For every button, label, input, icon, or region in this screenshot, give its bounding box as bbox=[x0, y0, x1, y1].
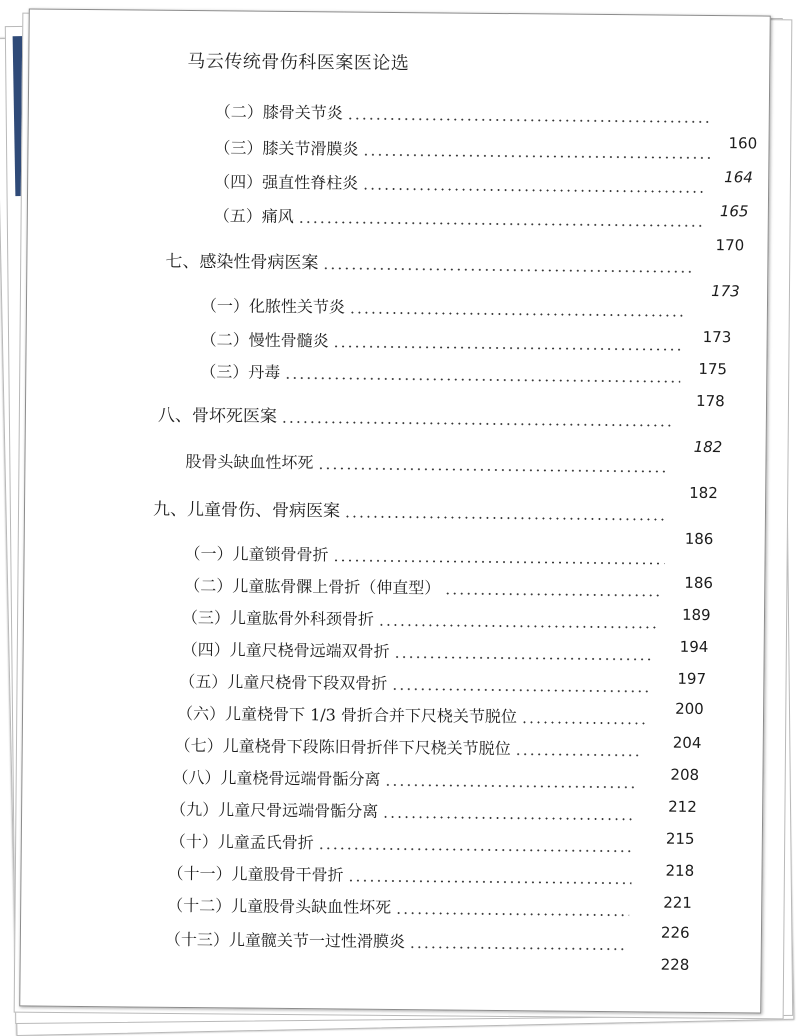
toc-entry-title: （十三）儿童髋关节一过性滑膜炎 bbox=[164, 929, 405, 952]
running-header: 马云传统骨伤科医案医论选 bbox=[187, 50, 410, 75]
toc-entry-child-supracondylar[interactable] bbox=[184, 573, 664, 601]
toc-entry-page: 160 bbox=[728, 134, 758, 153]
toc-entry-title: （二）膝骨关节炎 bbox=[214, 102, 343, 123]
leader-dots bbox=[378, 624, 656, 629]
toc-entry-title: 股骨头缺血性坏死 bbox=[185, 451, 314, 473]
toc-entry-title: （五）儿童尺桡骨下段双骨折 bbox=[179, 671, 388, 693]
toc-entry-title: （九）儿童尺骨远端骨骺分离 bbox=[170, 799, 379, 821]
leader-dots bbox=[391, 688, 649, 692]
toc-entry-title: （十一）儿童股骨干骨折 bbox=[167, 863, 344, 885]
toc-entry-title: （四）儿童尺桡骨远端双骨折 bbox=[181, 639, 390, 661]
leader-dots bbox=[333, 559, 665, 564]
leader-dots bbox=[409, 946, 627, 950]
leader-dots bbox=[317, 467, 669, 472]
toc-entry-child-femoral-shaft[interactable] bbox=[167, 861, 635, 888]
toc-entry-title: （三）膝关节滑膜炎 bbox=[214, 138, 359, 159]
leader-dots bbox=[394, 656, 654, 660]
leader-dots bbox=[281, 421, 674, 427]
toc-entry-page: 221 bbox=[663, 893, 692, 912]
toc-entry-page: 164 bbox=[724, 168, 753, 187]
toc-entry-title: （一）化脓性关节炎 bbox=[200, 296, 346, 317]
toc-entry-title: （十）儿童孟氏骨折 bbox=[169, 831, 314, 853]
toc-entry-knee-synovitis[interactable] bbox=[214, 135, 716, 163]
toc-entry-page: 228 bbox=[660, 955, 690, 974]
leader-dots bbox=[515, 753, 643, 756]
toc-entry-child-femoral-head-necrosis[interactable] bbox=[167, 893, 633, 920]
toc-entry-child-galeazzi[interactable] bbox=[177, 701, 651, 729]
leader-dots bbox=[444, 592, 660, 596]
leader-dots bbox=[362, 188, 705, 193]
toc-entry-page: 194 bbox=[679, 637, 709, 657]
toc-entry-knee-osteoarthritis[interactable] bbox=[215, 99, 715, 127]
toc-entry-title: （三）丹毒 bbox=[200, 362, 281, 382]
toc-section-pediatric[interactable] bbox=[153, 495, 669, 525]
leader-dots bbox=[322, 267, 695, 273]
leader-dots bbox=[362, 154, 712, 159]
toc-entry-title: 八、骨坏死医案 bbox=[157, 405, 277, 427]
leader-dots bbox=[347, 118, 711, 123]
toc-entry-title: （五）痛风 bbox=[213, 206, 294, 227]
toc-entry-gout[interactable] bbox=[214, 203, 706, 231]
toc-entry-page: 182 bbox=[689, 483, 718, 503]
toc-entry-title: （四）强直性脊柱炎 bbox=[214, 172, 359, 193]
toc-entry-page: 182 bbox=[693, 437, 723, 457]
toc-entry-title: （二）儿童肱骨髁上骨折（伸直型） bbox=[184, 575, 441, 598]
toc-entry-page: 173 bbox=[702, 327, 732, 347]
toc-entry-title: （二）慢性骨髓炎 bbox=[200, 330, 329, 351]
leader-dots bbox=[384, 784, 638, 788]
toc-entry-title: （一）儿童锁骨骨折 bbox=[184, 543, 329, 565]
leader-dots bbox=[333, 345, 685, 350]
leader-dots bbox=[347, 880, 631, 885]
toc-entry-child-distal-radius-ulna[interactable] bbox=[182, 637, 658, 665]
toc-page bbox=[19, 8, 771, 1013]
toc-entry-title: 七、感染性骨病医案 bbox=[165, 251, 319, 274]
toc-entry-title: 九、儿童骨伤、骨病医案 bbox=[152, 499, 341, 522]
toc-entry-page: 215 bbox=[665, 829, 695, 848]
toc-entry-title: （六）儿童桡骨下 1/3 骨折合并下尺桡关节脱位 bbox=[176, 703, 518, 727]
toc-entry-child-monteggia[interactable] bbox=[170, 829, 638, 856]
toc-entry-child-distal-radius-epiphysis[interactable] bbox=[172, 765, 642, 793]
toc-entry-septic-arthritis[interactable] bbox=[201, 293, 691, 321]
leader-dots bbox=[382, 816, 636, 820]
toc-entry-child-old-radius-fracture[interactable] bbox=[175, 733, 647, 761]
toc-entry-child-distal-ulna-epiphysis[interactable] bbox=[170, 797, 640, 825]
toc-entry-page: 170 bbox=[715, 236, 745, 255]
toc-entry-child-clavicle[interactable] bbox=[184, 541, 668, 569]
toc-entry-ankylosing-spondylitis[interactable] bbox=[214, 169, 709, 197]
toc-section-infectious-bone-disease[interactable] bbox=[165, 247, 699, 277]
leader-dots bbox=[344, 516, 665, 521]
toc-entry-erysipelas[interactable] bbox=[200, 359, 684, 387]
toc-entry-page: 208 bbox=[670, 765, 700, 784]
toc-entry-page: 178 bbox=[695, 391, 725, 411]
toc-entry-page: 226 bbox=[660, 923, 690, 942]
leader-dots bbox=[284, 377, 680, 383]
leader-dots bbox=[318, 847, 634, 852]
leader-dots bbox=[349, 312, 687, 317]
toc-entry-page: 189 bbox=[681, 605, 711, 625]
toc-entry-child-hip-synovitis[interactable] bbox=[165, 927, 631, 954]
toc-entry-page: 186 bbox=[684, 573, 714, 593]
toc-entry-title: （八）儿童桡骨远端骨骺分离 bbox=[172, 767, 381, 789]
leader-dots bbox=[395, 912, 629, 916]
toc-entry-page: 200 bbox=[675, 699, 704, 718]
toc-entry-page: 212 bbox=[668, 797, 697, 816]
toc-entry-page: 186 bbox=[684, 529, 714, 549]
toc-entry-chronic-osteomyelitis[interactable] bbox=[201, 327, 689, 355]
toc-entry-child-lower-radius-ulna[interactable] bbox=[179, 669, 653, 697]
toc-section-osteonecrosis[interactable] bbox=[158, 401, 678, 431]
toc-entry-title: （十二）儿童股骨头缺血性坏死 bbox=[167, 895, 392, 917]
leader-dots bbox=[521, 721, 647, 724]
toc-entry-title: （三）儿童肱骨外科颈骨折 bbox=[181, 607, 375, 629]
leader-dots bbox=[298, 221, 702, 227]
toc-entry-title: （七）儿童桡骨下段陈旧骨折伴下尺桡关节脱位 bbox=[174, 735, 511, 759]
toc-entry-page: 197 bbox=[677, 669, 707, 688]
toc-entry-page: 204 bbox=[672, 733, 702, 752]
toc-entry-femoral-head-necrosis[interactable] bbox=[185, 449, 673, 477]
toc-entry-page: 173 bbox=[711, 282, 740, 301]
toc-entry-page: 218 bbox=[665, 861, 695, 880]
toc-entry-page: 165 bbox=[719, 202, 749, 221]
toc-entry-page: 175 bbox=[698, 359, 728, 379]
toc-entry-child-surgical-neck[interactable] bbox=[182, 605, 660, 633]
